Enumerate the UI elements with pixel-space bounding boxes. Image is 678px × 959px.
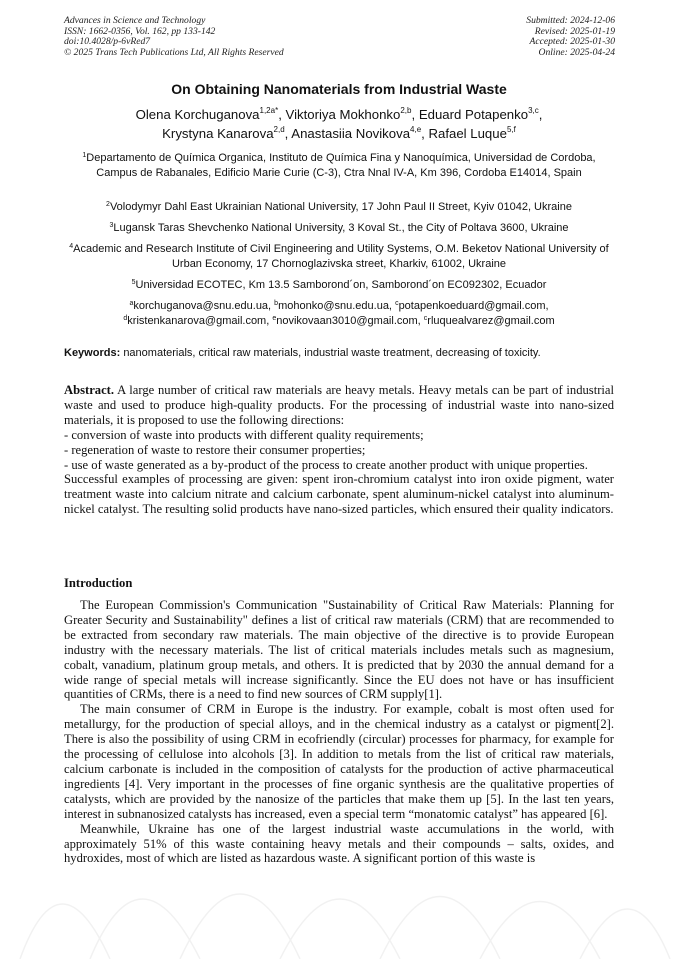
affiliation	[64, 221, 614, 236]
doi-line: doi:10.4028/p-6vRed7	[64, 36, 151, 48]
submitted-date: Submitted: 2024-12-06	[526, 15, 615, 26]
introduction-body	[64, 598, 614, 866]
paper-title: On Obtaining Nanomaterials from Industrial Waste	[171, 81, 507, 97]
author-sup: 4,e	[410, 125, 422, 134]
author-name: Viktoriya Mokhonko	[285, 107, 401, 122]
email-link[interactable]: novikovaan3010@gmail.com,	[276, 315, 421, 328]
author-name: Olena Korchuganova	[135, 107, 260, 122]
paragraph: The European Commission's Communication "Sustainability of Critical Raw Materials: Planning for Greater Security and Sustainability" defines a list of critical raw materials (CRM) that are recommended to be extracted from secondary raw materials. The main objective of the directive is to provide European industry with the necessary materials. The list of critical materials includes metals such as magnesium, cobalt, vanadium, platinum group metals, and others. It is predicted that by 2030 the annual demand for a wide range of special metals will increase significantly. Since the EU does not have or has insufficient quantities of CRMs, there is a need to find new sources of CRM supply[1].	[64, 598, 614, 702]
author-name: Rafael Luque	[428, 126, 507, 141]
keywords-label: Keywords:	[64, 347, 121, 359]
affiliation-text: Universidad ECOTEC, Km 13.5 Samborond´on, Samborond´on EC092302, Ecuador	[135, 279, 547, 291]
affiliation	[64, 151, 614, 181]
author-name: Eduard Potapenko	[418, 107, 529, 122]
author-name: Anastasiia Novikova	[291, 126, 411, 141]
paragraph: The main consumer of CRM in Europe is the industry. For example, cobalt is most often used for metallurgy, for the production of special alloys, and in the chemical industry as a catalyst or pigment[2]. There is also the possibility of using CRM in ecofriendly (circular) processes for pharmacy, for example for the processing of cellulose into alcohols [3]. In addition to metals from the list of critical raw materials, calcium carbonate is included in the composition of catalysts for the production of active pharmaceutical ingredients [4]. Very important in the processes of fine organic synthesis are the qualitative properties of catalysts, which are provided by the nanosize of the particles that make them up [5]. In the last ten years, interest in subnanosized catalysts has increased, even a special term “monatomic catalyst” has appeared [6].	[64, 702, 614, 821]
affiliation-text: Academic and Research Institute of Civil Engineering and Utility Systems, O.M. Beketov National University of Urban Economy, 17 Chornoglazivska street, Kharkiv, 61002, Ukraine	[73, 243, 609, 271]
author-name: Krystyna Kanarova	[162, 126, 274, 141]
abstract-label: Abstract.	[64, 383, 115, 397]
abstract-item: - conversion of waste into products with different quality requirements;	[64, 427, 424, 442]
journal-info	[64, 16, 284, 58]
email-link[interactable]: kristenkanarova@gmail.com,	[127, 315, 270, 328]
author-list: Olena Korchuganova$^{1,2a*}$, Viktoriya Mokhonko$^{2,b}$, Eduard Potapenko$^{3,c}$, Krystyna Kanarova$^{2,d}$, Anastasiia Novikova$^{4,e}$, Rafael Luque$^{5,f}$	[135, 106, 543, 141]
affiliation-sup: 4	[69, 243, 74, 250]
keywords	[64, 346, 616, 360]
email-sup: b	[274, 300, 279, 307]
dates-info	[526, 16, 615, 58]
author-sup: 2,b	[400, 106, 412, 115]
email-sup: c	[423, 315, 428, 323]
author-sup: 5,f	[506, 125, 516, 134]
abstract-item: - use of waste generated as a by-product of the process to create another product with unique properties.	[64, 457, 588, 472]
author-sup: 3,c	[528, 106, 539, 115]
journal-name: Advances in Science and Technology	[64, 15, 206, 26]
issn-line: ISSN: 1662-0356, Vol. 162, pp 133-142	[64, 25, 216, 37]
abstract	[64, 383, 614, 517]
affiliation	[64, 278, 614, 293]
email-sup: a	[129, 300, 134, 307]
paragraph: Meanwhile, Ukraine has one of the largest industrial waste accumulations in the world, with approximately 51% of this waste containing heavy metals and their compounds – salts, oxides, and hydroxides, most of which are listed as hazardous waste. A significant portion of this waste is	[64, 821, 614, 866]
author-sup: 1,2a*	[259, 106, 279, 115]
affiliation-text: Lugansk Taras Shevchenko National University, 3 Koval St., the City of Poltava 3600, Ukraine	[113, 222, 569, 234]
email-link[interactable]: mohonko@snu.edu.ua,	[278, 300, 392, 312]
affiliation-sup: 1	[82, 152, 87, 159]
affiliation-text: Departamento de Química Organica, Instituto de Química Fina y Nanoquímica, Universidad de Cordoba, Campus de Rabanales, Edificio Marie Curie (C-3), Ctra Nnal IV-A, Km 396, Cordoba E14014, Spain	[86, 152, 596, 180]
abstract-closing: Successful examples of processing are given: spent iron-chromium catalyst into iron oxide pigment, water treatment waste into calcium nitrate and calcium carbonate, spent aluminum-nickel catalyst into aluminum-nickel catalyst. The resulting solid products have nano-sized particles, which ensured their quality indicators.	[64, 472, 614, 517]
abstract-lead: A large number of critical raw materials are heavy metals. Heavy metals can be part of industrial waste and used to produce high-quality products. For the processing of industrial waste into nano-sized materials, it is proposed to use the following directions:	[64, 383, 614, 427]
section-heading: Introduction	[64, 576, 133, 590]
email-link[interactable]: rluquealvarez@gmail.com	[427, 315, 555, 328]
affiliation-sup: 3	[109, 222, 114, 229]
affiliation-sup: 2	[106, 201, 110, 208]
email-link[interactable]: korchuganova@snu.edu.ua,	[133, 300, 272, 312]
copyright-line: © 2025 Trans Tech Publications Ltd, All Rights Reserved	[64, 46, 284, 58]
affiliation	[64, 242, 614, 272]
affiliation-sup: 5	[131, 279, 136, 286]
revised-date: Revised: 2025-01-19	[534, 25, 615, 37]
email-link[interactable]: potapenkoeduard@gmail.com,	[398, 300, 549, 312]
email-sup: c	[395, 300, 399, 307]
keywords-text: nanomaterials, critical raw materials, industrial waste treatment, decreasing of toxicity.	[123, 347, 541, 359]
email-sup: e	[272, 315, 277, 323]
online-date: Online: 2025-04-24	[538, 46, 615, 58]
affiliation	[64, 200, 614, 215]
author-sup: 2,d	[273, 125, 285, 134]
email-list	[64, 299, 614, 329]
email-sup: d	[123, 315, 128, 323]
abstract-item: - regeneration of waste to restore their consumer properties;	[64, 442, 366, 457]
affiliation-text: Volodymyr Dahl East Ukrainian National University, 17 John Paul II Street, Kyiv 01042, Ukraine	[109, 201, 572, 213]
accepted-date: Accepted: 2025-01-30	[529, 36, 615, 48]
